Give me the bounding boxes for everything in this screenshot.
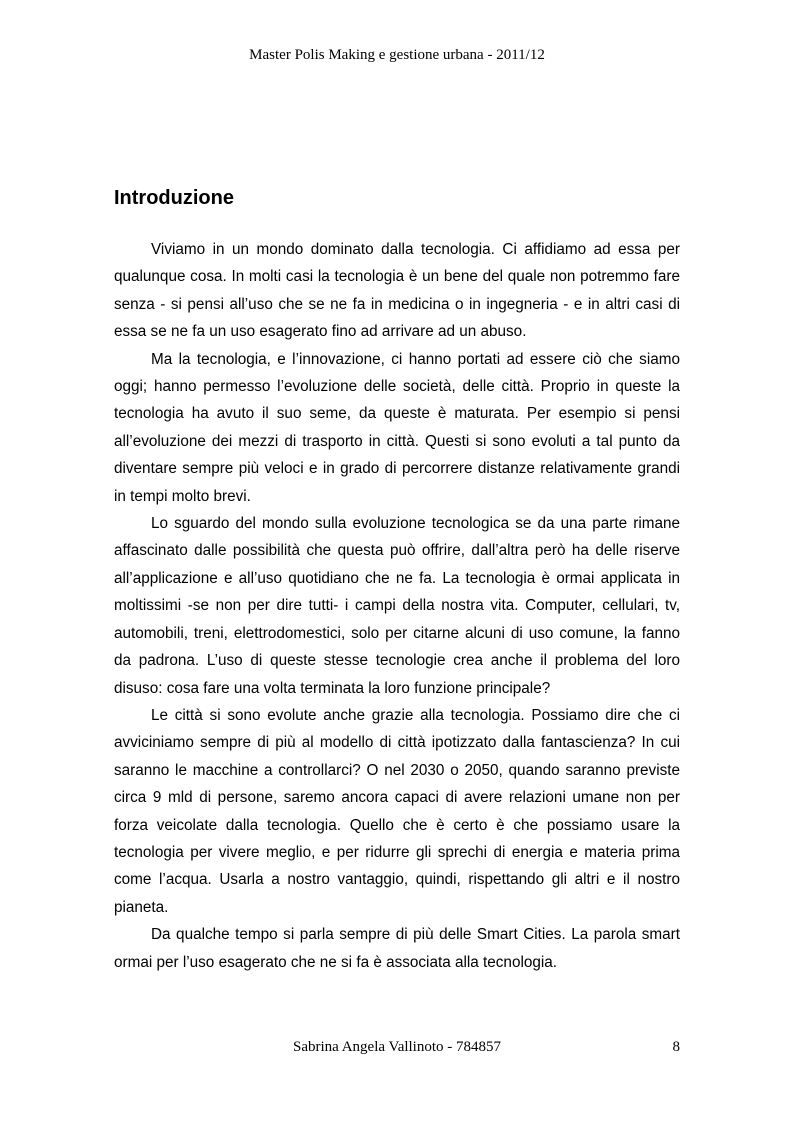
paragraph-3: Lo sguardo del mondo sulla evoluzione tecnologica se da una parte rimane affascinato dalle possibilità che questa può offrire, dall’altra però ha delle riserve all’applicazione e all’uso quotidiano che ne fa. La tecnologia è ormai applicata in moltissimi -se non per dire tutti- i campi della nostra vita. Computer, cellulari, tv, automobili, treni, elettrodomestici, solo per citarne alcuni di uso comune, la fanno da padrona. L’uso di queste stesse tecnologie crea anche il problema del loro disuso: cosa fare una volta terminata la loro funzione principale? — [114, 515, 680, 697]
page-body — [114, 184, 680, 976]
paragraph-1: Viviamo in un mondo dominato dalla tecnologia. Ci affidiamo ad essa per qualunque cosa. In molti casi la tecnologia è un bene del quale non potremmo fare senza - si pensi all’uso che se ne fa in medicina o in ingegneria - e in altri casi di essa se ne fa un uso esagerato fino ad arrivare ad un abuso. — [114, 241, 680, 341]
paragraph-2: Ma la tecnologia, e l’innovazione, ci hanno portati ad essere ciò che siamo oggi; hanno permesso l’evoluzione delle società, delle città. Proprio in queste la tecnologia ha avuto il suo seme, da queste è maturata. Per esempio si pensi all’evoluzione dei mezzi di trasporto in città. Questi si sono evoluti a tal punto da diventare sempre più veloci e in grado di percorrere distanze relativamente grandi in tempi molto brevi. — [114, 350, 680, 505]
footer-author: Sabrina Angela Vallinoto - 784857 — [292, 1039, 502, 1055]
running-header: Master Polis Making e gestione urbana - 2011/12 — [249, 47, 545, 63]
page-footer — [114, 1038, 680, 1056]
section-title: Introduzione — [114, 187, 234, 209]
page-number: 8 — [672, 1039, 680, 1055]
paragraph-5: Da qualche tempo si parla sempre di più delle Smart Cities. La parola smart ormai per l’uso esagerato che ne si fa è associata alla tecnologia. — [114, 926, 680, 971]
paragraph-4: Le città si sono evolute anche grazie alla tecnologia. Possiamo dire che ci avviciniamo sempre di più al modello di città ipotizzato dalla fantascienza? In cui saranno le macchine a controllarci? O nel 2030 o 2050, quando saranno previste circa 9 mld di persone, saremo ancora capaci di avere relazioni umane non per forza veicolate dalla tecnologia. Quello che è certo è che possiamo usare la tecnologia per vivere meglio, e per ridurre gli sprechi di energia e materia prima come l’acqua. Usarla a nostro vantaggio, quindi, rispettando gli altri e il nostro pianeta. — [114, 706, 680, 916]
